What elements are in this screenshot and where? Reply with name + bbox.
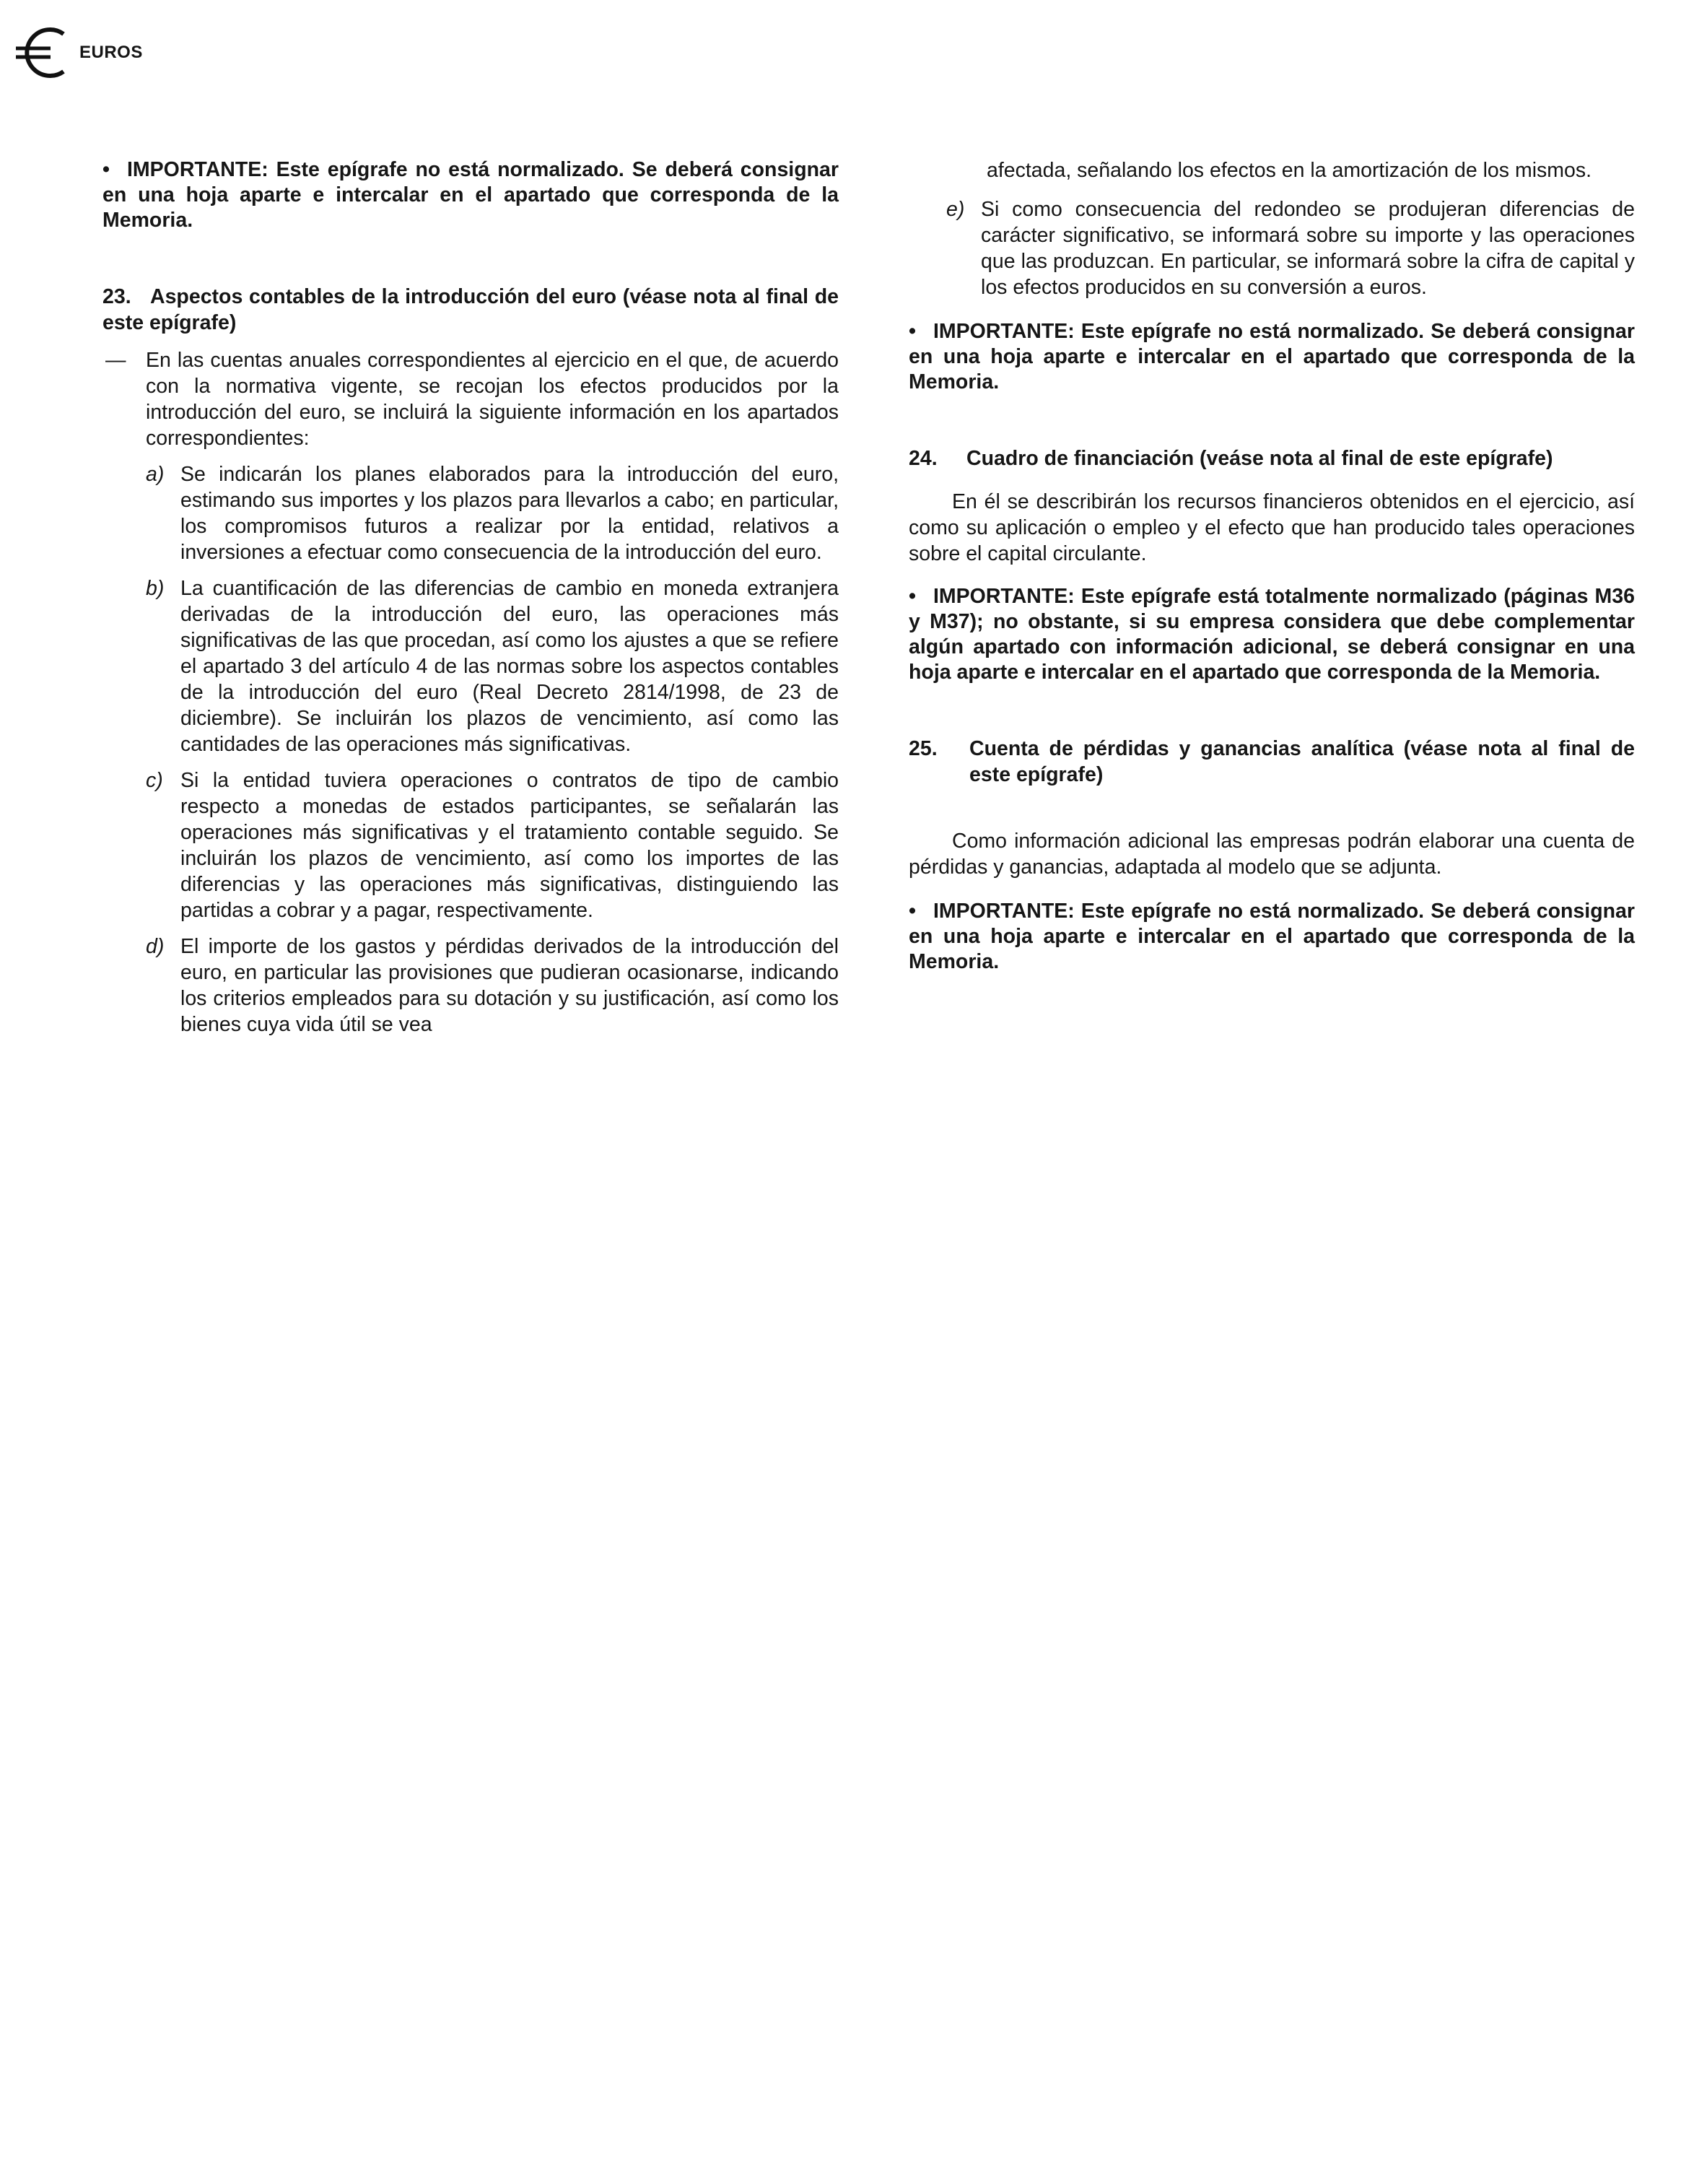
section-25-heading: [909, 736, 1635, 788]
list-item-a: [146, 461, 839, 565]
notice-text: IMPORTANTE: Este epígrafe no está normalizado. Se deberá consignar en una hoja aparte e intercalar en el apartado que corresponda de la Memoria.: [909, 900, 1635, 973]
item-text: Si como consecuencia del redondeo se produjeran diferencias de carácter significativo, se informará sobre su importe y las operaciones que las produzcan. En particular, se informará sobre la cifra de capital y los efectos producidos en su conversión a euros.: [981, 198, 1635, 299]
item-text: Si la entidad tuviera operaciones o contratos de tipo de cambio respecto a monedas de estados participantes, se señalarán las operaciones más significativas y el tratamiento contable seguido. Se incluirán los plazos de vencimiento, así como los importes de las diferencias y las operaciones más significativas, distinguiendo las partidas a cobrar y a pagar, respectivamente.: [180, 769, 839, 922]
important-notice: [909, 584, 1635, 685]
list-item-d: [146, 934, 839, 1037]
section-23-intro: [105, 347, 839, 451]
item-letter: b): [146, 577, 165, 600]
item-letter: a): [146, 463, 165, 486]
notice-text: IMPORTANTE: Este epígrafe no está normalizado. Se deberá consignar en una hoja aparte e intercalar en el apartado que corresponda de la Memoria.: [909, 320, 1635, 393]
list-item-e: [946, 196, 1635, 300]
section-23-heading: [102, 284, 839, 336]
section-24-body: En él se describirán los recursos financieros obtenidos en el ejercicio, así como su aplicación o empleo y el efecto que han producido tales operaciones sobre el capital circulante.: [909, 490, 1635, 565]
important-notice: [909, 899, 1635, 975]
item-text: El importe de los gastos y pérdidas derivados de la introducción del euro, en particular las provisiones que pudieran ocasionarse, indicando los criterios empleados para su dotación y su justificación, así como los bienes cuya vida útil se vea: [180, 935, 839, 1036]
notice-text: IMPORTANTE: Este epígrafe no está normalizado. Se deberá consignar en una hoja aparte e intercalar en el apartado que corresponda de la Memoria.: [102, 158, 839, 232]
section-title: Cuadro de financiación (veáse nota al final de este epígrafe): [966, 447, 1553, 470]
section-number: 25.: [909, 737, 938, 760]
section-24-heading: [909, 445, 1635, 471]
important-notice: [102, 157, 839, 233]
left-column: [102, 157, 839, 1037]
bullet: •: [102, 158, 110, 181]
item-d-continuation: afectada, señalando los efectos en la amortización de los mismos.: [987, 159, 1592, 182]
item-text: Se indicarán los planes elaborados para la introducción del euro, estimando sus importes y los plazos para llevarlos a cabo; en particular, los compromisos futuros a realizar por la entidad, relativos a inversiones a efectuar como consecuencia de la introducción del euro.: [180, 463, 839, 564]
section-number: 24.: [909, 447, 938, 470]
right-column: [909, 157, 1635, 975]
item-letter: c): [146, 769, 163, 792]
section-23-items: [146, 461, 839, 1037]
important-notice: [909, 319, 1635, 395]
section-title: Aspectos contables de la introducción del euro (véase nota al final de este epígrafe): [102, 285, 839, 334]
section-25-body: Como información adicional las empresas podrán elaborar una cuenta de pérdidas y ganancias, adaptada al modelo que se adjunta.: [909, 830, 1635, 879]
notice-text: IMPORTANTE: Este epígrafe está totalmente normalizado (páginas M36 y M37); no obstante, si su empresa considera que debe complementar algún apartado con información adicional, se deberá consignar en una hoja aparte e intercalar en el apartado que corresponda de la Memoria.: [909, 585, 1635, 684]
item-letter: d): [146, 935, 165, 958]
section-title: Cuenta de pérdidas y ganancias analítica (véase nota al final de este epígrafe): [969, 737, 1635, 786]
bullet: •: [909, 320, 916, 343]
item-text: La cuantificación de las diferencias de cambio en moneda extranjera derivadas de la introducción del euro, las operaciones más significativas de las que procedan, así como los ajustes a que se refiere el apartado 3 del artículo 4 de las normas sobre los aspectos contables de la introducción del euro (Real Decreto 2814/1998, de 23 de diciembre). Se incluirán los plazos de vencimiento, así como las cantidades de las operaciones más significativas.: [180, 577, 839, 756]
bullet: •: [909, 585, 916, 608]
section-number: 23.: [102, 285, 131, 308]
intro-text: En las cuentas anuales correspondientes al ejercicio en el que, de acuerdo con la normativa vigente, se recojan los efectos producidos por la introducción del euro, se incluirá la siguiente información en los apartados correspondientes:: [146, 349, 839, 450]
bullet: •: [909, 900, 916, 923]
page-header: [13, 20, 143, 85]
list-item-b: [146, 575, 839, 757]
list-item-c: [146, 767, 839, 923]
euro-symbol-icon: [13, 22, 74, 83]
header-label: EUROS: [79, 43, 143, 62]
item-letter: e): [946, 198, 965, 221]
dash: —: [105, 349, 126, 372]
